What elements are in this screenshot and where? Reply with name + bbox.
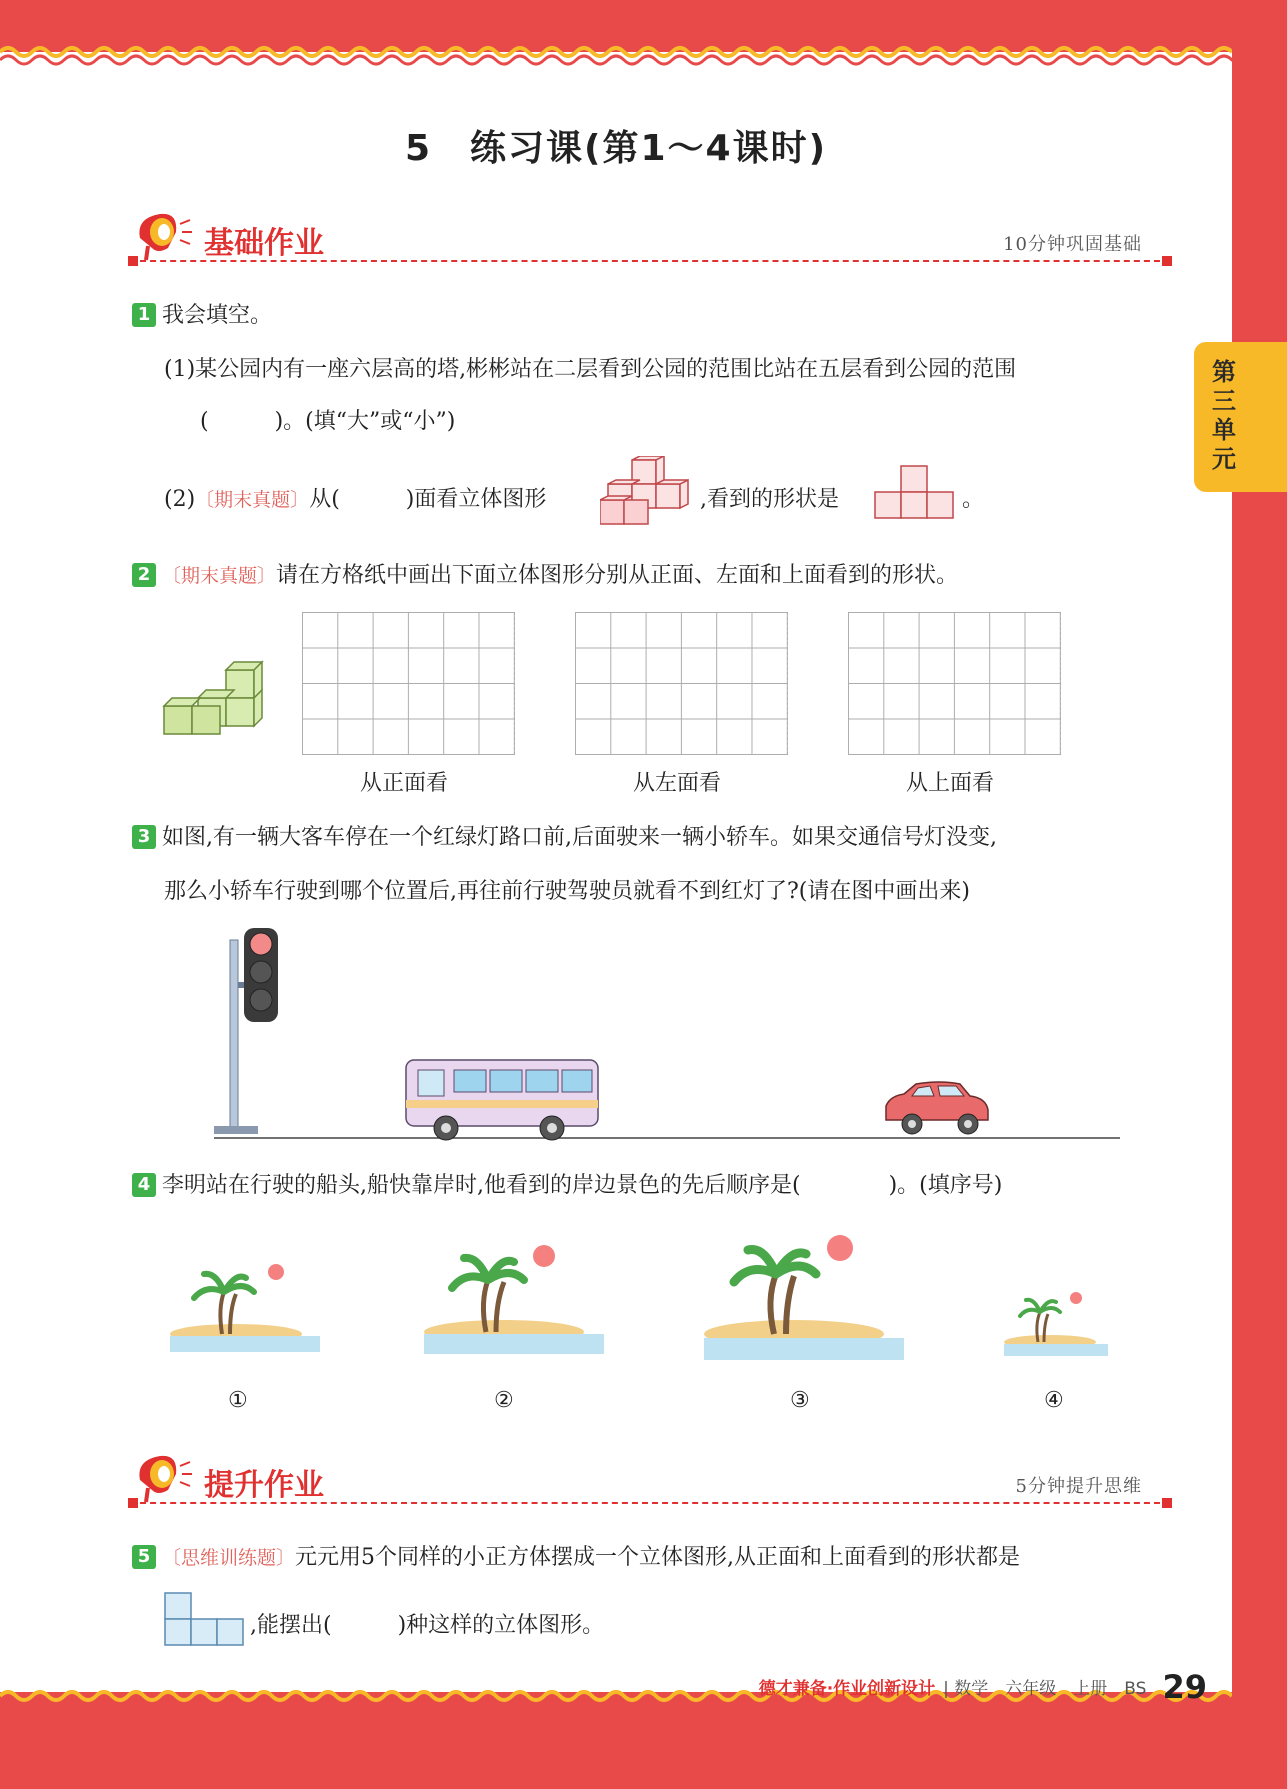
exam-tag: 〔期末真题〕 [162,565,277,587]
question-number: 5 [132,1545,156,1569]
green-cube-figure [160,660,266,744]
q3-line1-text: 如图,有一辆大客车停在一个红绿灯路口前,后面驶来一辆小轿车。如果交通信号灯没变, [162,825,997,850]
section-label: 基础作业 [204,226,324,261]
q4-text: 李明站在行驶的船头,船快靠岸时,他看到的岸边景色的先后顺序是( )。(填序号) [162,1173,1003,1198]
grid-top-view[interactable] [848,612,1061,755]
unit-side-tab-label: 第三单元 [1212,358,1236,473]
caption-top: 从上面看 [906,771,995,796]
q1-part2-text2: ,看到的形状是 [700,487,839,512]
unit-side-tab [1194,342,1287,492]
option-label-2: ② [494,1388,514,1413]
section-hint: 10分钟巩固基础 [1003,234,1142,255]
footer-meta: | 数学 六年级 上册 BS [943,1679,1147,1699]
section-rule [130,260,1170,262]
pole-base [214,1126,258,1134]
section-rule [130,1502,1170,1504]
q1-part1-line2: ( )。(填“大”或“小”) [200,409,456,434]
megaphone-icon [130,208,198,264]
option-label-3: ③ [790,1388,810,1413]
grid-front-view[interactable] [302,612,515,755]
caption-front: 从正面看 [360,771,449,796]
island-scene-3 [700,1222,910,1372]
option-label-1: ① [228,1388,248,1413]
q1-part2-end: 。 [962,487,985,512]
question-number: 4 [132,1173,156,1197]
car-icon [886,1082,988,1134]
q1-part2 [164,482,546,513]
exam-tag: 〔期末真题〕 [195,489,310,511]
island-scene-2 [420,1232,610,1362]
q3-line1 [132,820,997,851]
grid-left-view[interactable] [575,612,788,755]
page-footer [759,1668,1207,1706]
q5-text2: ,能摆出( )种这样的立体图形。 [250,1613,605,1638]
answer-shape-view [874,464,956,520]
q3-line2: 那么小轿车行驶到哪个位置后,再往前行驶驾驶员就看不到红灯了?(请在图中画出来) [164,879,970,904]
island-scene-1 [166,1252,326,1362]
question-number: 3 [132,825,156,849]
solid-figure-cubes [600,456,696,532]
page-title: 5 练习课(第1～4课时) [404,128,828,169]
q2-heading [132,558,958,589]
q4-heading [132,1168,1002,1199]
island-scene-4 [1000,1284,1112,1364]
traffic-scene[interactable] [200,924,1130,1144]
traffic-light-pole [230,940,238,1130]
page-number: 29 [1162,1668,1207,1706]
thinking-tag: 〔思维训练题〕 [162,1547,296,1569]
footer-brand: 德才兼备·作业创新设计 [758,1679,936,1699]
q5-heading [132,1540,1020,1571]
section-label: 提升作业 [204,1468,324,1503]
option-label-4: ④ [1044,1388,1064,1413]
q1-text: 我会填空。 [162,303,273,328]
q1-part2-prefix: (2) [164,487,196,512]
q1-part2-text1: 从( )面看立体图形 [309,487,547,512]
section-hint: 5分钟提升思维 [1015,1476,1142,1497]
bus-icon [406,1060,598,1140]
q2-text: 请在方格纸中画出下面立体图形分别从正面、左面和上面看到的形状。 [276,563,959,588]
q5-shape-view [164,1592,248,1648]
question-number: 2 [132,563,156,587]
q5-text: 元元用5个同样的小正方体摆成一个立体图形,从正面和上面看到的形状都是 [295,1545,1021,1570]
section-header-basic [130,208,1170,272]
q1-heading [132,298,272,329]
question-number: 1 [132,303,156,327]
section-header-advanced [130,1450,1170,1514]
caption-left: 从左面看 [633,771,722,796]
megaphone-icon [130,1450,198,1506]
q1-part1-line1: (1)某公园内有一座六层高的塔,彬彬站在二层看到公园的范围比站在五层看到公园的范围 [164,357,1017,382]
